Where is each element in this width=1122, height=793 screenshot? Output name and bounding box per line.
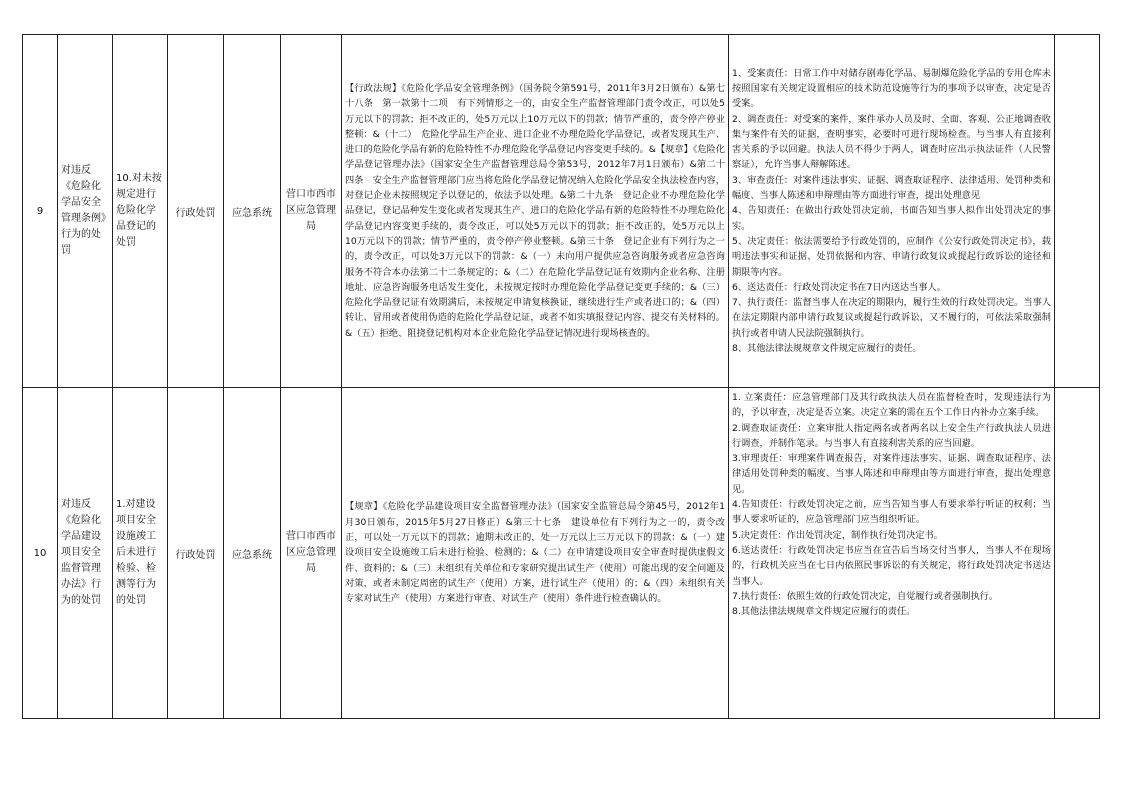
responsibility-item: 4.告知责任：行政处罚决定之前，应当告知当事人有要求举行听证的权利；当事人要求听证的，应急管理部门应当组织听证。 <box>732 499 1051 526</box>
system-category: 应急系统 <box>224 388 281 719</box>
responsibility-item: 8.其他法律法规规章文件规定应履行的责任。 <box>732 606 916 618</box>
table-row <box>23 35 1100 388</box>
responsibility-item: 6、送达责任：行政处罚决定书在7日内送达当事人。 <box>732 281 946 293</box>
responsibility-list <box>729 388 1055 719</box>
system-category: 应急系统 <box>224 35 281 388</box>
remarks-cell <box>1055 35 1100 388</box>
power-item-name: 对违反《危险化学品安全管理条例》行为的处罚 <box>58 35 113 388</box>
table-row <box>23 388 1100 719</box>
power-type: 行政处罚 <box>168 35 224 388</box>
responsibility-list <box>729 35 1055 388</box>
remarks-cell <box>1055 388 1100 719</box>
power-type: 行政处罚 <box>168 388 224 719</box>
responsibility-item: 1. 立案责任：应急管理部门及其行政执法人员在监督检查时，发现违法行为的，予以审查，决定是否立案。决定立案的需在五个工作日内补办立案手续。 <box>732 392 1051 419</box>
row-number: 10 <box>23 388 58 719</box>
power-list-table <box>22 34 1100 719</box>
responsibility-item: 2、调查责任：对受案的案件，案件承办人员及时、全面、客观、公正地调查收集与案件有关的证据，查明事实，必要时可进行现场检查。与当事人有直接利害关系的予以回避。执法人员不得少于两人，调查时应出示执法证件（人民警察证），允许当事人辩解陈述。 <box>732 113 1051 171</box>
legal-basis: 【行政法规】《危险化学品安全管理条例》（国务院令第591号，2011年3月2日颁布）&第七十八条 第一款第十二项 有下列情形之一的，由安全生产监督管理部门责令改正，可以处5万元以下的罚款；拒不改正的，处5万元以上10万元以下的罚款；情节严重的，责令停产停业整顿：&（十二） 危险化学品生产企业、进口企业不办理危险化学品登记，或者发现其生产、进口的危险化学品有新的危险特性不办理危险化学品登记内容变更手续的。&【规章】《危险化学品登记管理办法》（国家安全生产监督管理总局令第53号，2012年7月1日颁布）&第二十四条 安全生产监督管理部门应当将危险化学品登记情况纳入危险化学品安全执法检查内容，对登记企业未按照规定予以登记的，依法予以处理。&第二十九条 登记企业不办理危险化学品登记，登记品种发生变化或者发现其生产、进口的危险化学品有新的危险特性不办理危险化学品登记内容变更手续的，责令改正，可以处5万元以下的罚款；拒不改正的，处5万元以上10万元以下的罚款；情节严重的，责令停产停业整顿。&第三十条 登记企业有下列行为之一的，责令改正，可以处3万元以下的罚款：&（一）未向用户提供应急咨询服务或者应急咨询服务不符合本办法第二十二条规定的；&（二）在危险化学品登记证有效期内企业名称、注册地址、应急咨询服务电话发生变化，未按规定按时办理危险化学品登记变更手续的；&（三）危险化学品登记证有效期满后，未按规定申请复核换证，继续进行生产或者进口的；&（四）转让、冒用或者使用伪造的危险化学品登记证，或者不如实填报登记内容、提交有关材料的。&（五）拒绝、阻挠登记机构对本企业危险化学品登记情况进行现场核查的。 <box>342 35 729 388</box>
implementing-department: 营口市西市区应急管理局 <box>281 35 342 388</box>
responsibility-item: 1、受案责任：日常工作中对储存剧毒化学品、易制爆危险化学品的专用仓库未按照国家有关规定设置相应的技术防范设施等行为的事项予以审查，决定是否受案。 <box>732 67 1051 110</box>
responsibility-item: 3.审理责任：审理案件调查报告，对案件违法事实、证据、调查取证程序、法律适用处罚种类的幅度、当事人陈述和申辩理由等方面进行审查，提出处理意见。 <box>732 453 1051 495</box>
responsibility-item: 6.送达责任：行政处罚决定书应当在宣告后当场交付当事人，当事人不在现场的，行政机关应当在七日内依照民事诉讼的有关规定，将行政处罚决定书送达当事人。 <box>732 544 1051 587</box>
sub-item-name: 1.对建设项目安全设施竣工后未进行检验、检测等行为的处罚 <box>113 388 168 719</box>
sub-item-name: 10.对未按规定进行危险化学品登记的处罚 <box>113 35 168 388</box>
legal-basis: 【规章】《危险化学品建设项目安全监督管理办法》（国家安全监管总局令第45号，2012年1月30日颁布，2015年5月27日修正）&第三十七条 建设单位有下列行为之一的，责令改正，可以处一万元以下的罚款；逾期未改正的，处一万元以上三万元以下的罚款：&（一）建设项目安全设施竣工后未进行检验、检测的；&（二）在申请建设项目安全审查时提供虚假文件、资料的；&（三）未组织有关单位和专家研究提出试生产（使用）可能出现的安全问题及对策，或者未制定周密的试生产（使用）方案，进行试生产（使用）的；&（四）未组织有关专家对试生产（使用）方案进行审查、对试生产（使用）条件进行检查确认的。 <box>342 388 729 719</box>
responsibility-item: 5、决定责任：依法需要给予行政处罚的，应制作《公安行政处罚决定书》，载明违法事实和证据、处罚依据和内容、申请行政复议或提起行政诉讼的途径和期限等内容。 <box>732 235 1051 278</box>
responsibility-item: 2.调查取证责任：立案审批人指定两名或者两名以上安全生产行政执法人员进行调查，并制作笔录。与当事人有直接利害关系的应当回避。 <box>732 422 1051 449</box>
responsibility-item: 5.决定责任：作出处罚决定，制作执行处罚决定书。 <box>732 529 943 541</box>
power-item-name: 对违反《危险化学品建设项目安全监督管理办法》行为的处罚 <box>58 388 113 719</box>
responsibility-item: 3、审查责任：对案件违法事实、证据、调查取证程序、法律适用、处罚种类和幅度、当事人陈述和申辩理由等方面进行审查，提出处理意见 <box>732 174 1051 202</box>
responsibility-item: 7、执行责任：监督当事人在决定的期限内，履行生效的行政处罚决定。当事人在法定期限内部申请行政复议或提起行政诉讼，又不履行的，可依法采取强制执行或者申请人民法院强制执行。 <box>732 297 1051 339</box>
row-number: 9 <box>23 35 58 388</box>
responsibility-item: 4、告知责任：在做出行政处罚决定前，书面告知当事人拟作出处罚决定的事实。 <box>732 205 1051 232</box>
responsibility-item: 8、其他法律法规规章文件规定应履行的责任。 <box>732 343 922 355</box>
responsibility-item: 7.执行责任：依照生效的行政处罚决定，自觉履行或者强制执行。 <box>732 590 999 602</box>
implementing-department: 营口市西市区应急管理局 <box>281 388 342 719</box>
